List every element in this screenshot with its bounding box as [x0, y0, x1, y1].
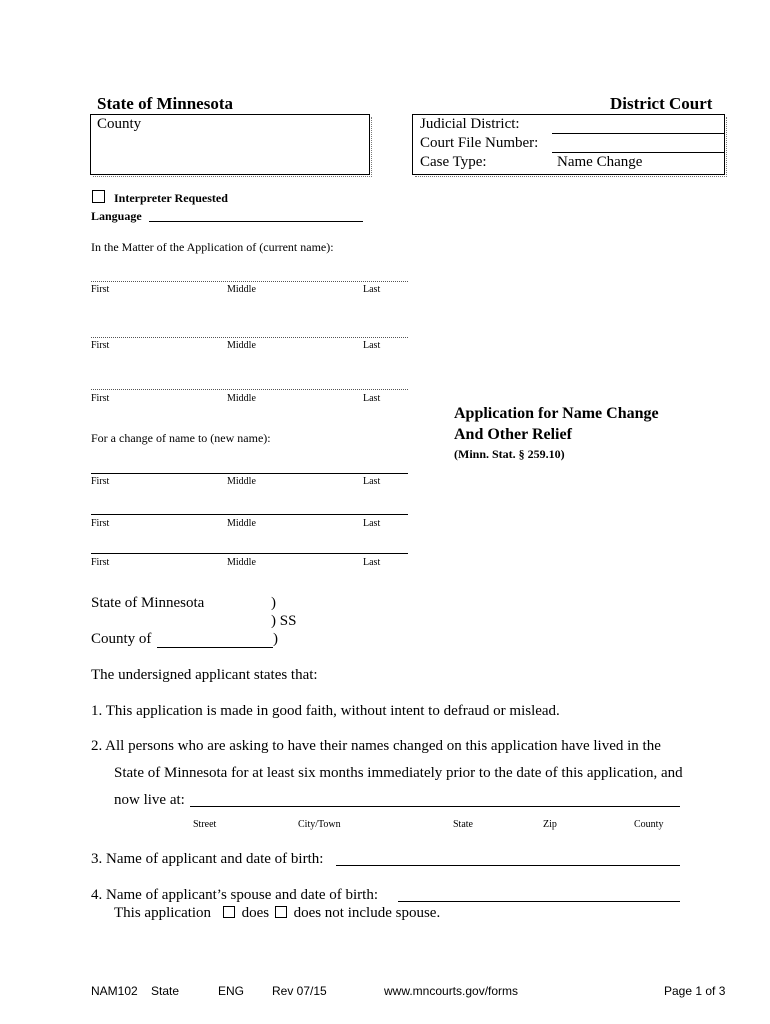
current-name-line-3[interactable] [91, 389, 408, 390]
new-name-line-2[interactable] [91, 514, 408, 515]
county-label: County [97, 116, 142, 132]
does-label: does [241, 905, 270, 921]
new-name-line-3[interactable] [91, 553, 408, 554]
statute-citation: (Minn. Stat. § 259.10) [454, 447, 565, 461]
statement-item-1: 1. This application is made in good faith, without intent to defraud or mislead. [91, 703, 560, 719]
current-name-line-1[interactable] [91, 281, 408, 282]
last-caption: Last [363, 284, 381, 295]
address-state-caption: State [453, 819, 473, 830]
new-name-line-1[interactable] [91, 473, 408, 474]
court-file-number-field[interactable] [552, 152, 724, 153]
venue-state: State of Minnesota [91, 595, 205, 611]
form-title-line2: And Other Relief [454, 426, 572, 443]
venue-paren-1: ) [271, 595, 276, 611]
current-name-line-2[interactable] [91, 337, 408, 338]
first-caption: First [91, 476, 110, 487]
address-zip-caption: Zip [543, 819, 557, 830]
venue-county-field[interactable] [157, 647, 273, 648]
last-caption: Last [363, 557, 381, 568]
new-name-intro: For a change of name to (new name): [91, 431, 271, 445]
statement-item-2-line2: State of Minnesota for at least six months immediately prior to the date of this application, and [114, 765, 683, 781]
does-not-label: does not include spouse. [293, 905, 441, 921]
middle-caption: Middle [227, 340, 256, 351]
spouse-include-prefix: This application [114, 905, 212, 921]
spouse-dob-field[interactable] [398, 901, 680, 902]
address-city-caption: City/Town [298, 819, 341, 830]
middle-caption: Middle [227, 518, 256, 529]
last-caption: Last [363, 518, 381, 529]
footer-state: State [151, 984, 180, 998]
address-field[interactable] [190, 806, 680, 807]
does-include-checkbox[interactable] [223, 906, 235, 918]
address-county-caption: County [634, 819, 664, 830]
case-type-label: Case Type: [420, 154, 487, 170]
footer-form-id: NAM102 [91, 984, 138, 998]
language-field[interactable] [149, 221, 363, 222]
does-not-include-checkbox[interactable] [275, 906, 287, 918]
statement-intro: The undersigned applicant states that: [91, 667, 318, 683]
middle-caption: Middle [227, 393, 256, 404]
county-box[interactable] [90, 114, 370, 175]
interpreter-checkbox[interactable] [92, 190, 105, 203]
statement-item-2-line1: 2. All persons who are asking to have their names changed on this application have lived in the [91, 738, 661, 754]
footer-page: Page 1 of 3 [664, 984, 726, 998]
last-caption: Last [363, 393, 381, 404]
footer-lang: ENG [218, 984, 245, 998]
first-caption: First [91, 340, 110, 351]
middle-caption: Middle [227, 476, 256, 487]
address-street-caption: Street [193, 819, 217, 830]
statement-item-4: 4. Name of applicant’s spouse and date of birth: [91, 887, 379, 903]
first-caption: First [91, 284, 110, 295]
last-caption: Last [363, 476, 381, 487]
first-caption: First [91, 557, 110, 568]
language-label: Language [91, 209, 142, 223]
spouse-include-row [114, 905, 440, 922]
venue-ss: ) SS [271, 613, 297, 629]
last-caption: Last [363, 340, 381, 351]
footer-url[interactable]: www.mncourts.gov/forms [384, 984, 519, 998]
statement-item-2-line3: now live at: [114, 792, 185, 808]
venue-county-label: County of [91, 631, 152, 647]
first-caption: First [91, 518, 110, 529]
first-caption: First [91, 393, 110, 404]
current-name-intro: In the Matter of the Application of (current name): [91, 240, 334, 254]
state-heading: State of Minnesota [97, 94, 233, 113]
interpreter-label: Interpreter Requested [114, 191, 228, 205]
middle-caption: Middle [227, 284, 256, 295]
middle-caption: Middle [227, 557, 256, 568]
footer-rev: Rev 07/15 [272, 984, 327, 998]
judicial-district-label: Judicial District: [420, 116, 520, 132]
judicial-district-field[interactable] [552, 133, 724, 134]
venue-paren-3: ) [273, 631, 278, 647]
case-type-value: Name Change [557, 154, 643, 170]
form-title-line1: Application for Name Change [454, 405, 659, 422]
case-info-box [412, 114, 725, 175]
court-file-number-label: Court File Number: [420, 135, 539, 151]
court-heading: District Court [610, 94, 713, 113]
interpreter-row [92, 190, 228, 206]
statement-item-3: 3. Name of applicant and date of birth: [91, 851, 324, 867]
applicant-dob-field[interactable] [336, 865, 680, 866]
